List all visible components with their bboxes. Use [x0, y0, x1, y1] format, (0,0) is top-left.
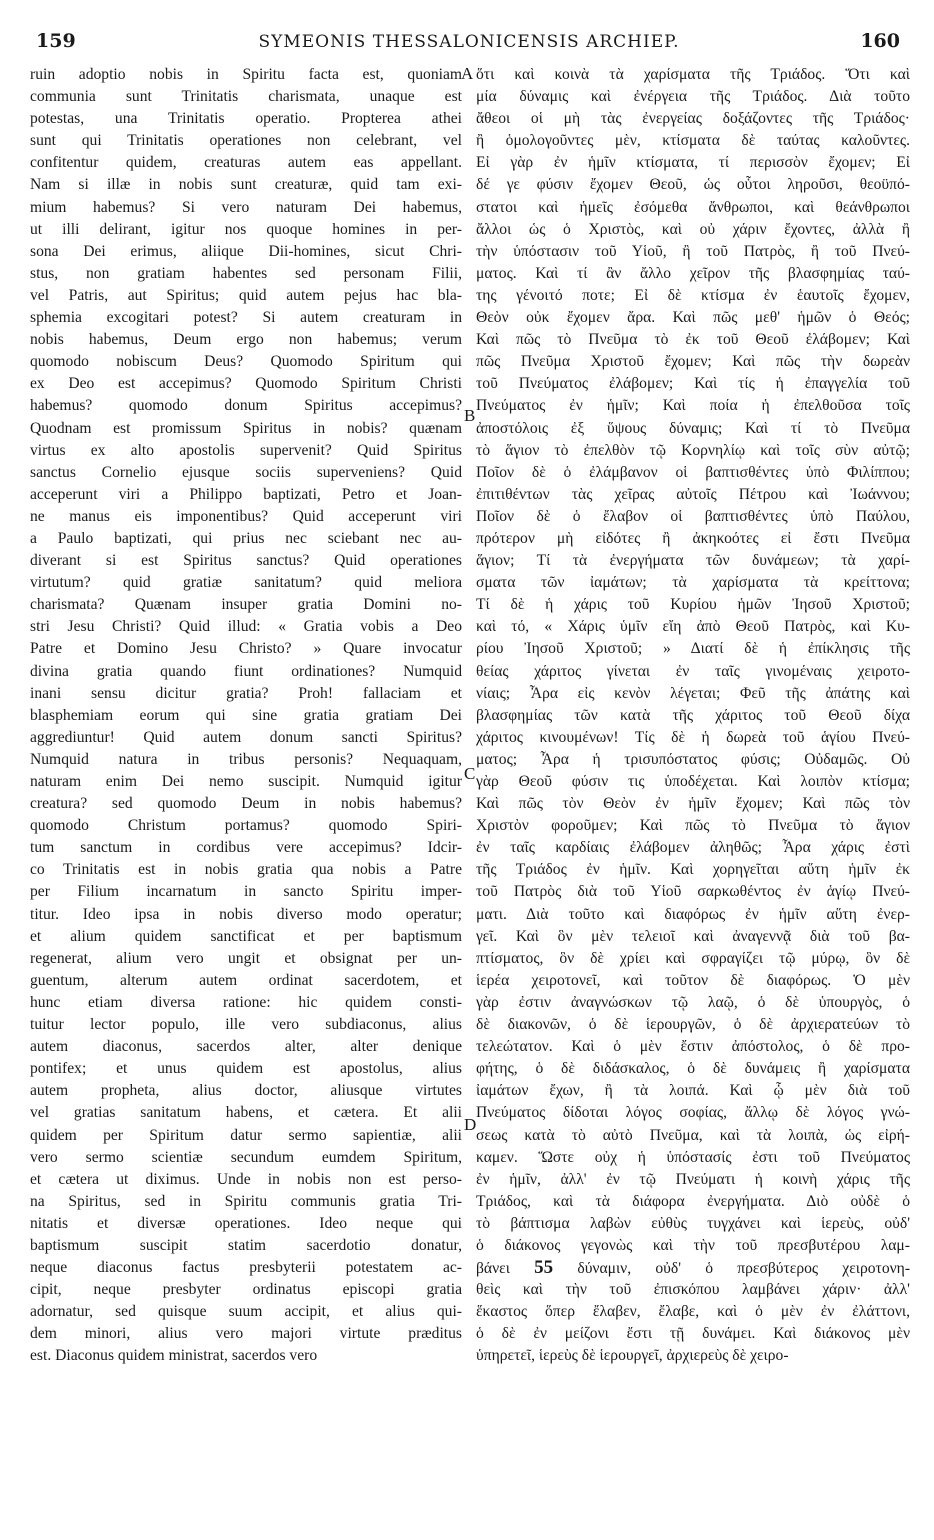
latin-text-line: confitentur quidem, creaturas autem eas appellant.	[30, 154, 462, 172]
latin-text-line: diverant si est Spiritus sanctus? Quid operationes	[30, 552, 462, 570]
greek-text-line: τῆς Τριάδος ἐν ἡμῖν. Καὶ χορηγεῖται αὕτη ἡμῖν ἐκ	[476, 861, 910, 879]
greek-text-line: πτίσματος, ὃν δὲ χρίει καὶ σφραγίζει τῷ μύρῳ, ὃν δὲ	[476, 949, 910, 967]
greek-text-line: χάριτος κινουμένων! Τίς δὲ ἡ δωρεὰ τοῦ ἁγίου Πνεύ-	[476, 728, 910, 746]
greek-text-line: πῶς Πνεῦμα Χριστοῦ ἔχομεν; Καὶ πῶς τὴν δωρεὰν	[476, 353, 910, 371]
greek-text-line: φήτης, ὁ δὲ διδάσκαλος, ὁ δὲ δυνάμεις ἢ χαρίσματα	[476, 1060, 910, 1078]
latin-text-line: ut illi delirant, igitur nos quoque homines in per-	[30, 220, 462, 238]
greek-text-line: ματος; Ἆρα ἡ τρισυπόστατος φύσις; Οὐδαμῶς. Οὐ	[476, 750, 910, 768]
greek-text-line: τὸ βάπτισμα λαβὼν εὐθὺς τυγχάνει καὶ ἱερεὺς, οὐδ'	[476, 1214, 910, 1232]
greek-text-line: ἰαμάτων ἔχων, ἢ τὰ λοιπά. Καὶ ᾧ μὲν διὰ τοῦ	[476, 1082, 910, 1100]
greek-text-line: ἀποστόλοις ἐξ ὕψους δύναμις; Καὶ τί τὸ Πνεῦμα	[476, 419, 910, 437]
latin-text-line: na Spiritus, sed in Spiritu communis gratia Tri-	[30, 1192, 462, 1210]
greek-text-line: θεὶς καὶ τὴν τοῦ ἐπισκόπου λαμβάνει χάριν· ἀλλ'	[476, 1281, 910, 1299]
greek-text-line: δὲ διακονῶν, ὁ δὲ ἱερουργῶν, ὁ δὲ ἀρχιερατεύων τὸ	[476, 1016, 910, 1034]
greek-text-line: ὑπηρετεῖ, ἱερεὺς δὲ ἱερουργεῖ, ἀρχιερεὺς δὲ χειρο-	[476, 1347, 789, 1365]
latin-text-line: et cætera ut diximus. Unde in nobis non est perso-	[30, 1170, 462, 1188]
latin-text-line: charismata? Quænam insuper gratia Domini no-	[30, 596, 462, 614]
greek-text-line: νίαις; Ἆρα εἰς κενὸν λέγεται; Φεῦ τῆς ἀπάτης καὶ	[476, 684, 910, 702]
greek-text-line: σματα τῶν ἰαμάτων; τὰ χαρίσματα τὰ κρείττονα;	[476, 574, 910, 592]
latin-text-line: et alium quidem sanctificat et per baptismum	[30, 927, 462, 945]
greek-text-line: καμεν. Ὥστε οὐχ ἡ ὑπόστασίς ἐστι τοῦ Πνεύματος	[476, 1148, 910, 1166]
margin-marker-d: D	[464, 1115, 477, 1134]
greek-text-line: δέ γε φύσιν ἔχομεν Θεοῦ, ὡς οὗτοι ληροῦσι, θεοϋπό-	[476, 176, 910, 194]
latin-text-line: potestas, una Trinitatis operatio. Propterea athei	[30, 110, 462, 128]
latin-text-line: nobis habemus, Deum ergo non habemus; verum	[30, 331, 462, 349]
greek-text-line: Πνεύματος ἐν ἡμῖν; Καὶ ποία ἡ ἐπελθοῦσα τοῖς	[476, 397, 910, 415]
greek-text-line: στατοι καὶ ἡμεῖς ἐσόμεθα ἄνθρωποι, καὶ θεάνθρωποι	[476, 198, 910, 216]
latin-text-line: sunt qui Trinitatis operationes non celebrant, vel	[30, 132, 462, 150]
margin-marker-a: A	[461, 64, 474, 83]
latin-text-line: regenerat, alium vero ungit et obsignat per un-	[30, 949, 462, 967]
greek-text-line: ὅτι καὶ κοινὰ τὰ χαρίσματα τῆς Τριάδος. Ὅτι καὶ	[476, 66, 910, 83]
latin-text-line: pontifex; et unus quidem est apostolus, alius	[30, 1060, 462, 1078]
running-title: SYMEONIS THESSALONICENSIS ARCHIEP.	[258, 32, 680, 52]
latin-column	[30, 64, 462, 1368]
greek-text-line: ματος. Καὶ τί ἂν ἄλλο χεῖρον τῆς βλασφημίας ταύ-	[476, 264, 910, 282]
signature-mark: 55	[534, 1257, 554, 1279]
greek-text-line: ἢ ὁμολογοῦντες μὲν, κτίσματα δὲ ταύτας καλοῦντες.	[476, 132, 910, 150]
greek-text-line: γὰρ Θεοῦ φύσιν τις ὑποδέχεται. Καὶ λοιπὸν κτίσμα;	[476, 773, 910, 790]
latin-text-line: creatura? sed quomodo Deum in nobis habemus?	[30, 795, 462, 813]
latin-text-line: ruin adoptio nobis in Spiritu facta est, quoniam	[30, 66, 462, 83]
greek-text-line: ρίου Ἰησοῦ Χριστοῦ; » Διατί δὲ ἡ ἐπίκλησις τῆς	[476, 640, 910, 658]
margin-marker-c: C	[464, 764, 476, 783]
greek-text-line: Εἰ γὰρ ἐν ἡμῖν κτίσματα, τί περισσὸν ἔχομεν; Εἰ	[476, 154, 910, 172]
greek-text-line: ἕκαστος ὅπερ ἔλαβεν, ἔλαβε, καὶ ὁ μὲν ἐν ἐλάττονι,	[476, 1303, 910, 1321]
greek-text-line: ἱερέα χειροτονεῖ, καὶ τοῦτον δὲ διαφόρως. Ὁ μὲν	[476, 971, 910, 989]
greek-text-line: Καὶ πῶς τὸν Θεὸν ἐν ἡμῖν ἔχομεν; Καὶ πῶς τὸν	[476, 795, 910, 813]
latin-text-line: baptismum suscipit statim sacerdotio donatur,	[30, 1236, 462, 1254]
greek-text-line: βλασφημίας τῶν κατὰ τῆς χάριτος τοῦ Θεοῦ δίχα	[476, 706, 910, 724]
latin-text-line: virtus ex alto apostolis supervenit? Quid Spiritus	[30, 441, 462, 459]
latin-text-line: neque diaconus factus presbyterii potestatem ac-	[30, 1259, 462, 1277]
greek-text-line: ἅγιον; Τί τὰ ἐνεργήματα τῶν δυνάμεων; τὰ χαρί-	[476, 552, 910, 570]
greek-text-line: ἄλλοι ὡς ὁ Χριστὸς, καὶ οὐ χάριν ἔχοντες, ἀλλὰ ἢ	[476, 220, 910, 238]
latin-text-line: dem minori, alius vero majori virtute præditus	[30, 1325, 462, 1343]
latin-text-line: virtutum? quid gratiæ sanitatum? quid meliora	[30, 574, 462, 592]
greek-text-line: Τί δὲ ἡ χάρις τοῦ Κυρίου ἡμῶν Ἰησοῦ Χριστοῦ;	[476, 596, 910, 614]
latin-text-line: adornatur, sed quisque suum accipit, et alius qui-	[30, 1303, 462, 1321]
latin-text-line: stri Jesu Christi? Quid illud: « Gratia vobis a Deo	[30, 618, 462, 636]
latin-text-line: autem diaconus, sacerdos alter, alter denique	[30, 1038, 462, 1056]
latin-text-line: sanctus Cornelio ejusque sociis superveniens? Quid	[30, 463, 462, 481]
latin-text-line: est. Diaconus quidem ministrat, sacerdos vero	[30, 1347, 318, 1365]
greek-text-line: της γένοιτό ποτε; Εἰ δὲ κτίσμα ἐν ἑαυτοῖς ἔχομεν,	[476, 286, 910, 304]
latin-text-line: stus, non gratiam habentes sed personam Filii,	[30, 264, 462, 282]
latin-text-line: mium habemus? Si vero naturam Dei habemus,	[30, 198, 462, 216]
latin-text-line: aggrediuntur! Quid autem donum sancti Spiritus?	[30, 728, 462, 746]
latin-text-line: sona Dei erimus, aliique Dii-homines, sicut Chri-	[30, 242, 462, 260]
page-number-left: 159	[36, 30, 76, 52]
latin-text-line: ex Deo est accepimus? Quomodo Spiritum Christi	[30, 375, 462, 393]
greek-text-line: θείας χάριτος γίνεται ἐν ταῖς γινομέναις χειροτο-	[476, 662, 910, 680]
latin-text-line: guentum, alterum autem ordinat sacerdotem, et	[30, 971, 462, 989]
latin-text-line: hunc etiam diversa ratione: hic quidem consti-	[30, 993, 462, 1011]
greek-text-line: ὁ δὲ ἐν μείζονι ἔστι τῇ δυνάμει. Καὶ διάκονος μὲν	[476, 1325, 910, 1343]
greek-text-line: ἐπιτιθέντων τὰς χεῖρας αὐτοῖς Πέτρου καὶ Ἰωάννου;	[476, 485, 910, 503]
latin-text-line: sphemia excogitari potest? Si autem creaturam in	[30, 309, 462, 327]
latin-text-line: per Filium incarnatum in sancto Spiritu imper-	[30, 883, 462, 901]
latin-text-line: Numquid natura in tribus personis? Nequaquam,	[30, 750, 462, 768]
greek-text-line: ἐν ταῖς καρδίαις ἐλάβομεν ἀληθῶς; Ἆρα χάρις ἐστὶ	[476, 839, 910, 857]
greek-text-line: ἄθεοι οἱ μὴ τὰς ἐνεργείας δοξάζοντες τῆς Τριάδος·	[476, 110, 910, 128]
latin-text-line: quidem per Spiritum datur sermo sapientiæ, alii	[30, 1126, 462, 1144]
latin-text-line: vero sermo scientiæ secundum eumdem Spiritum,	[30, 1148, 462, 1166]
greek-text-line: τοῦ Πατρὸς διὰ τοῦ Υἱοῦ σαρκωθέντος ἐν ἁγίῳ Πνεύ-	[476, 883, 910, 901]
latin-text-line: Patre et Domino Jesu Christo? » Quare invocatur	[30, 640, 462, 658]
latin-text-line: co Trinitatis est in nobis gratia qua nobis a Patre	[30, 861, 462, 879]
greek-text-line: καὶ τό, « Χάρις ὑμῖν εἴη ἀπὸ Θεοῦ Πατρὸς, καὶ Κυ-	[476, 618, 910, 636]
greek-text-line: Ποῖον δὲ ὁ ἐλάμβανον οἱ βαπτισθέντες ὑπὸ Φιλίππου;	[476, 463, 910, 481]
latin-text-line: a Paulo baptizati, qui prius nec sciebant nec au-	[30, 529, 462, 547]
greek-text-line: γὰρ ἐστιν ἀναγνώσκων τῷ λαῷ, ὁ δὲ ὑπουργὸς, ὁ	[476, 993, 910, 1011]
latin-text-line: nitatis et diversæ operationes. Ideo neque qui	[30, 1214, 462, 1232]
page-number-right: 160	[860, 30, 900, 52]
greek-text-line: Ποῖον δὲ ὁ ἔλαβον οἱ βαπτισθέντες ὑπὸ Παύλου,	[476, 507, 910, 525]
greek-text-line: ἐν ἡμῖν, ἀλλ' ἐν τῷ Πνεύματι ἡ κοινὴ χάρις τῆς	[476, 1170, 910, 1188]
latin-text-line: Nam si illæ in nobis sunt creaturæ, quid tam exi-	[30, 176, 462, 194]
greek-text-line: τοῦ Πνεύματος ἐλάβομεν; Καὶ τίς ἡ ἐπαγγελία τοῦ	[476, 375, 910, 393]
latin-text-line: naturam enim Dei nemo suscipit. Numquid igitur	[30, 773, 462, 790]
latin-text-line: blasphemiam eorum qui sine gratia gratiam Dei	[30, 706, 462, 724]
greek-text-line: Θεὸν οὐκ ἔχομεν ἄρα. Καὶ πῶς μεθ' ἡμῶν ὁ Θεός;	[476, 309, 910, 327]
latin-text-line: acceperunt viri a Philippo baptizati, Petro et Joan-	[30, 485, 462, 503]
latin-text-line: ne manus eis imponentibus? Quid acceperunt viri	[30, 507, 462, 525]
greek-text-line: ὁ διάκονος γεγονὼς καὶ τὴν τοῦ πρεσβυτέρου λαμ-	[476, 1236, 910, 1254]
greek-text-line: βάνει 55 δύναμιν, οὐδ' ὁ πρεσβύτερος χειροτονη-	[476, 1257, 910, 1279]
greek-text-line: μία δύναμις καὶ ἐνέργεια τῆς Τριάδος. Διὰ τοῦτο	[476, 88, 910, 106]
latin-text-line: divina gratia quando fiunt ordinationes? Numquid	[30, 662, 462, 680]
latin-text-line: vel Patris, aut Spiritus; quid autem pejus hac bla-	[30, 286, 462, 304]
greek-text-line: πρότερον μὴ εἰδότες ἢ ἀκηκοότες εἰ ἔστι Πνεῦμα	[476, 529, 910, 547]
latin-text-line: autem propheta, alius doctor, aliusque virtutes	[30, 1082, 462, 1100]
running-header	[30, 30, 908, 58]
latin-text-line: titur. Ideo ipsa in nobis diverso modo operatur;	[30, 905, 462, 923]
latin-text-line: habemus? quomodo donum Spiritus accepimus?	[30, 397, 462, 415]
greek-text-line: Πνεύματος δίδοται λόγος σοφίας, ἄλλῳ δὲ λόγος γνώ-	[476, 1104, 910, 1122]
latin-text-line: inani sensu dicitur gratia? Proh! fallaciam et	[30, 684, 462, 702]
greek-text-line: γεῖ. Καὶ ὃν μὲν τελειοῖ καὶ ἀναγεννᾷ διὰ τοῦ βα-	[476, 927, 910, 945]
greek-text-line: ματι. Διὰ τοῦτο καὶ διαφόρως ἐν ἡμῖν αὕτη ἐνερ-	[476, 905, 910, 923]
greek-text-line: Καὶ πῶς τὸ Πνεῦμα τὸ ἐκ τοῦ Θεοῦ ἐλάβομεν; Καὶ	[476, 331, 910, 349]
latin-text-line: quomodo Christum portamus? quomodo Spiri-	[30, 817, 462, 835]
greek-text-line: τελεώτατον. Καὶ ὁ μὲν ἔστιν ἀπόστολος, ὁ δὲ προ-	[476, 1038, 910, 1056]
greek-text-line: τὸ ἅγιον τὸ ἐπελθὸν τῷ Κορνηλίῳ καὶ τοῖς σὺν αὐτῷ;	[476, 441, 910, 459]
greek-text-line: Χριστὸν φοροῦμεν; Καὶ πῶς τὸ Πνεῦμα τὸ ἅγιον	[476, 817, 910, 835]
greek-text-line: Τριάδος, καὶ τὰ διάφορα ἐνεργήματα. Διὸ οὐδὲ ὁ	[476, 1192, 910, 1210]
latin-text-line: tum sanctum in cordibus vere accepimus? Idcir-	[30, 839, 462, 857]
latin-text-line: Quodnam est promissum Spiritus in nobis? quænam	[30, 419, 462, 437]
margin-marker-b: B	[464, 406, 476, 425]
latin-text-line: tuitur lector populo, ille vero subdiaconus, alius	[30, 1016, 462, 1034]
greek-text-line: τὴν ὑπόστασιν τοῦ Υἱοῦ, ἢ τοῦ Πατρὸς, ἢ τοῦ Πνεύ-	[476, 242, 910, 260]
latin-text-line: communia sunt Trinitatis charismata, unaque est	[30, 88, 462, 106]
latin-text-line: vel gratias sanitatum habens, et cætera. Et alii	[30, 1104, 462, 1122]
greek-text-line: σεως κατὰ τὸ αὐτὸ Πνεῦμα, καὶ τὰ λοιπὰ, ὡς εἰρή-	[476, 1126, 910, 1144]
latin-text-line: quomodo nobiscum Deus? Quomodo Spiritum qui	[30, 353, 462, 371]
greek-column	[476, 64, 910, 1368]
latin-text-line: cipit, neque presbyter ordinatus episcopi gratia	[30, 1281, 462, 1299]
